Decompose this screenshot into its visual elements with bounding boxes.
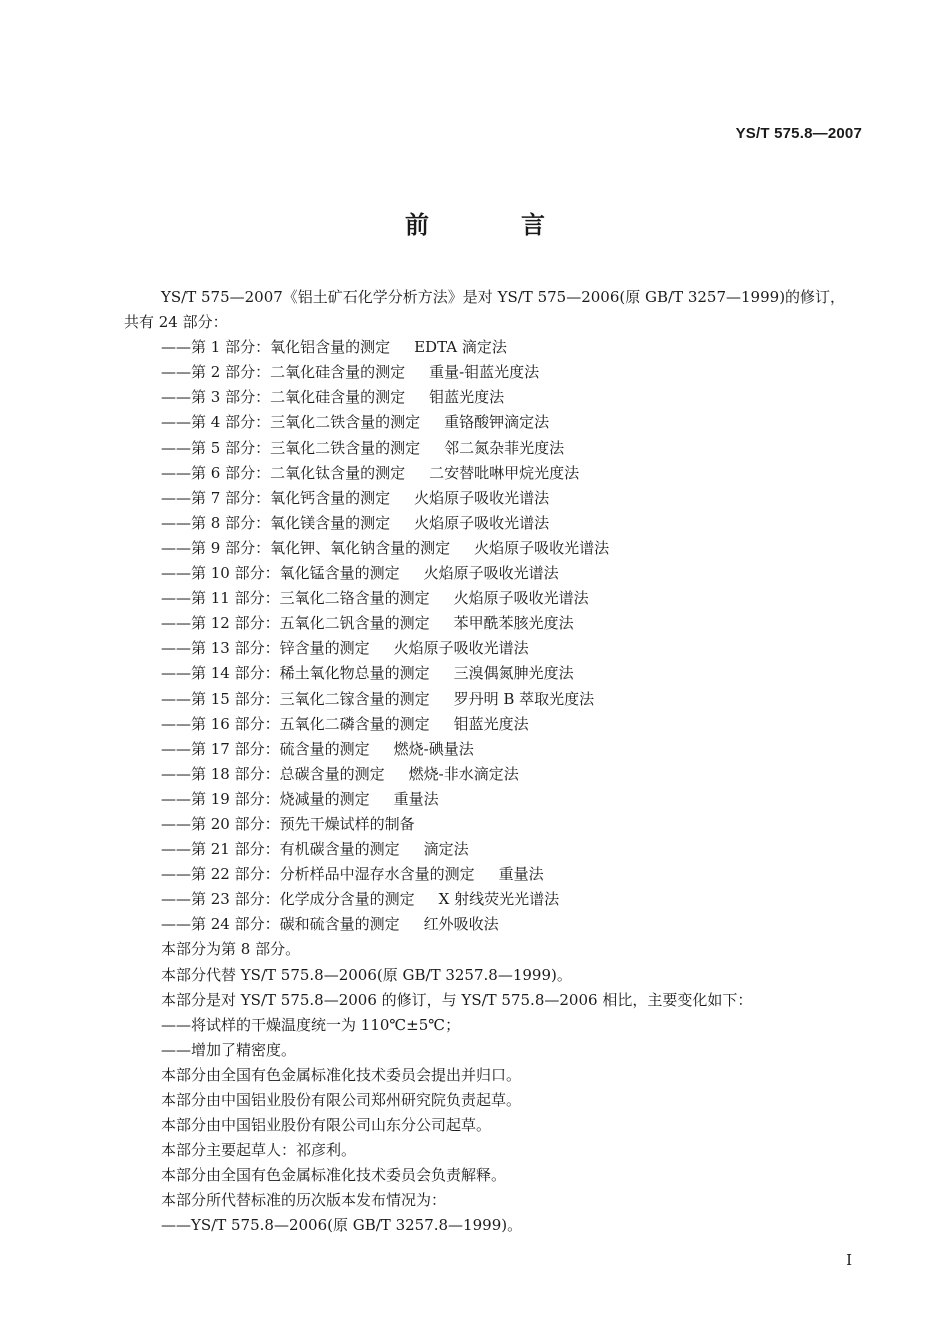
list-item (124, 461, 869, 486)
part-method: 邻二氮杂菲光度法 (444, 438, 565, 457)
list-item (124, 536, 869, 561)
list-item (124, 636, 869, 661)
paragraph: 本部分由全国有色金属标准化技术委员会负责解释。 (161, 1166, 507, 1185)
list-item (124, 511, 869, 536)
part-method: 火焰原子吸收光谱法 (414, 488, 550, 507)
part-name: ——第 7 部分：氧化钙含量的测定 (161, 488, 391, 507)
part-name: ——第 9 部分：氧化钾、氧化钠含量的测定 (161, 538, 451, 557)
list-item (124, 586, 869, 611)
part-method: 苯甲酰苯胲光度法 (453, 614, 574, 633)
list-item (124, 410, 869, 435)
part-name: ——第 16 部分：五氧化二磷含量的测定 (161, 714, 430, 733)
list-item (124, 611, 869, 636)
intro-line-1: YS/T 575—2007《铝土矿石化学分析方法》是对 YS/T 575—2006(原 GB/T 3257—1999)的修订， (161, 288, 846, 306)
part-method: 重量法 (393, 789, 439, 808)
part-name: ——第 15 部分：三氧化二镓含量的测定 (161, 689, 430, 708)
history-item: ——YS/T 575.8—2006(原 GB/T 3257.8—1999)。 (161, 1216, 523, 1235)
part-name: ——第 17 部分：硫含量的测定 (161, 739, 370, 758)
part-name: ——第 20 部分：预先干燥试样的制备 (161, 814, 415, 833)
part-method: 红外吸收法 (423, 915, 499, 934)
part-method: X 射线荧光光谱法 (438, 890, 560, 909)
list-item (124, 887, 869, 912)
part-method: 火焰原子吸收光谱法 (453, 589, 589, 608)
list-item (124, 837, 869, 862)
part-name: ——第 18 部分：总碳含量的测定 (161, 764, 385, 783)
foreword-body (124, 285, 869, 1239)
part-name: ——第 1 部分：氧化铝含量的测定 (161, 338, 391, 357)
part-name: ——第 3 部分：二氧化硅含量的测定 (161, 388, 406, 407)
list-item (124, 712, 869, 737)
part-method: 火焰原子吸收光谱法 (423, 564, 559, 583)
page-number: I (846, 1251, 852, 1269)
paragraph: 本部分所代替标准的历次版本发布情况为： (161, 1191, 447, 1210)
paragraph: 本部分代替 YS/T 575.8—2006(原 GB/T 3257.8—1999)。 (161, 965, 572, 984)
list-item (124, 787, 869, 812)
part-name: ——第 6 部分：二氧化钛含量的测定 (161, 463, 406, 482)
list-item (124, 661, 869, 686)
part-method: 罗丹明 B 萃取光度法 (453, 689, 595, 708)
part-name: ——第 24 部分：碳和硫含量的测定 (161, 915, 400, 934)
part-method: 火焰原子吸收光谱法 (414, 513, 550, 532)
part-name: ——第 4 部分：三氧化二铁含量的测定 (161, 413, 421, 432)
part-name: ——第 2 部分：二氧化硅含量的测定 (161, 363, 406, 382)
part-method: 燃烧-碘量法 (393, 739, 474, 758)
paragraph: 本部分由中国铝业股份有限公司山东分公司起草。 (161, 1116, 492, 1135)
part-name: ——第 12 部分：五氧化二钒含量的测定 (161, 614, 430, 633)
list-item (124, 912, 869, 937)
parts-list (124, 335, 869, 937)
part-method: 三溴偶氮胂光度法 (453, 664, 574, 683)
part-name: ——第 19 部分：烧减量的测定 (161, 789, 370, 808)
part-method: 火焰原子吸收光谱法 (393, 639, 529, 658)
intro-line-2: 共有 24 部分： (124, 313, 228, 332)
part-method: 火焰原子吸收光谱法 (474, 538, 610, 557)
paragraph: 本部分为第 8 部分。 (161, 940, 301, 959)
part-name: ——第 10 部分：氧化锰含量的测定 (161, 564, 400, 583)
list-item (124, 812, 869, 837)
part-method: 重量法 (498, 865, 544, 884)
page-title: 前 言 (405, 210, 579, 239)
change-item: ——增加了精密度。 (161, 1040, 297, 1059)
part-method: 重量-钼蓝光度法 (429, 363, 540, 382)
list-item (124, 385, 869, 410)
list-item (124, 737, 869, 762)
list-item (124, 687, 869, 712)
part-name: ——第 23 部分：化学成分含量的测定 (161, 890, 415, 909)
part-method: 钼蓝光度法 (429, 388, 505, 407)
part-name: ——第 13 部分：锌含量的测定 (161, 639, 370, 658)
part-method: 滴定法 (423, 840, 469, 859)
list-item (124, 486, 869, 511)
paragraph: 本部分主要起草人：祁彦利。 (161, 1141, 357, 1160)
part-method: EDTA 滴定法 (414, 338, 507, 357)
change-item: ——将试样的干燥温度统一为 110℃±5℃； (161, 1015, 461, 1034)
part-name: ——第 14 部分：稀土氧化物总量的测定 (161, 664, 430, 683)
part-name: ——第 5 部分：三氧化二铁含量的测定 (161, 438, 421, 457)
list-item (124, 762, 869, 787)
paragraph: 本部分是对 YS/T 575.8—2006 的修订，与 YS/T 575.8—2006 相比，主要变化如下： (161, 990, 753, 1009)
part-name: ——第 21 部分：有机碳含量的测定 (161, 840, 400, 859)
paragraph: 本部分由全国有色金属标准化技术委员会提出并归口。 (161, 1065, 522, 1084)
list-item (124, 360, 869, 385)
part-method: 燃烧-非水滴定法 (408, 764, 519, 783)
part-method: 二安替吡啉甲烷光度法 (429, 463, 580, 482)
part-name: ——第 8 部分：氧化镁含量的测定 (161, 513, 391, 532)
list-item (124, 862, 869, 887)
part-name: ——第 22 部分：分析样品中湿存水含量的测定 (161, 865, 475, 884)
part-method: 重铬酸钾滴定法 (444, 413, 550, 432)
list-item (124, 436, 869, 461)
list-item (124, 561, 869, 586)
part-method: 钼蓝光度法 (453, 714, 529, 733)
document-code: YS/T 575.8—2007 (735, 125, 862, 142)
part-name: ——第 11 部分：三氧化二铬含量的测定 (161, 589, 430, 608)
list-item (124, 335, 869, 360)
paragraph: 本部分由中国铝业股份有限公司郑州研究院负责起草。 (161, 1091, 522, 1109)
